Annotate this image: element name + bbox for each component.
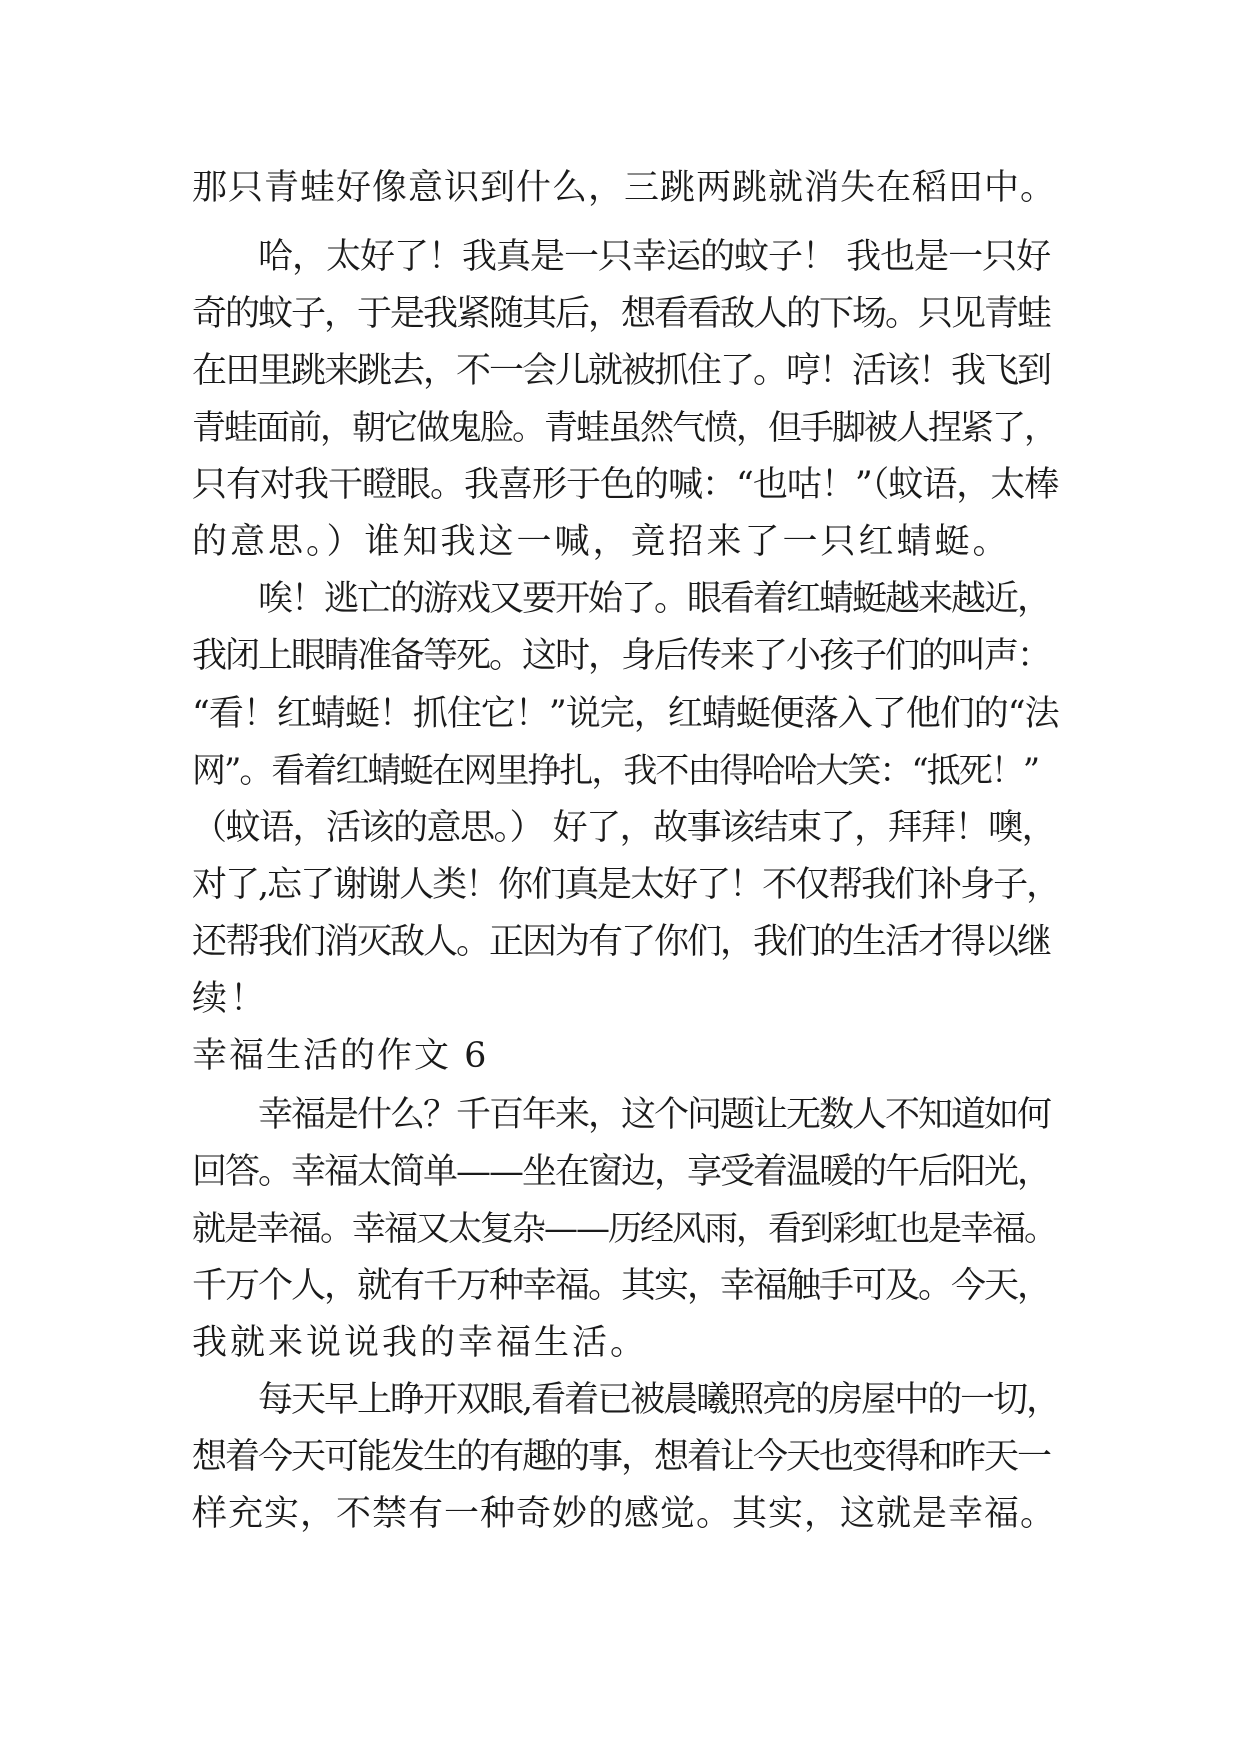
text-line: 我闭上眼睛准备等死。这时，身后传来了小孩子们的叫声： [192,636,1051,676]
text-line: 青蛙面前，朝它做鬼脸。青蛙虽然气愤，但手脚被人捏紧了， [192,408,1056,448]
text-line: 对了,忘了谢谢人类！你们真是太好了！不仅帮我们补身子， [192,865,1060,905]
section-heading: 幸福生活的作文 6 [192,1036,489,1076]
paragraph-start-line: 唉！逃亡的游戏又要开始了。眼看着红蜻蜓越来越近， [258,579,1051,619]
text-line: 续！ [192,979,269,1019]
text-line: 样充实，不禁有一种奇妙的感觉。其实，这就是幸福。 [192,1494,1057,1534]
paragraph-start-line: 哈，太好了！我真是一只幸运的蚊子！ 我也是一只好 [258,237,1051,277]
text-line: 就是幸福。幸福又太复杂——历经风雨，看到彩虹也是幸福。 [192,1209,1056,1249]
text-line: 千万个人，就有千万种幸福。其实，幸福触手可及。今天， [192,1266,1051,1306]
text-line: 那只青蛙好像意识到什么，三跳两跳就消失在稻田中。 [192,168,1057,208]
paragraph-start-line: 幸福是什么？千百年来，这个问题让无数人不知道如何 [258,1095,1051,1135]
text-line: 还帮我们消灭敌人。正因为有了你们，我们的生活才得以继 [192,922,1051,962]
text-line: 奇的蚊子，于是我紧随其后，想看看敌人的下场。只见青蛙 [192,294,1051,334]
text-line: 只有对我干瞪眼。我喜形于色的喊：“也咕！”（蚊语，太棒 [192,465,1059,505]
text-line: 在田里跳来跳去，不一会儿就被抓住了。哼！活该！我飞到 [192,351,1051,391]
text-line: 想着今天可能发生的有趣的事，想着让今天也变得和昨天一 [192,1437,1051,1477]
text-line: 的意思。）谁知我这一喊，竟招来了一只红蜻蜓。 [192,522,1011,562]
text-line: （蚊语，活该的意思。） 好了，故事该结束了，拜拜！噢， [192,808,1056,848]
text-line: 网”。看着红蜻蜓在网里挣扎，我不由得哈哈大笑：“抵死！” [192,751,1039,791]
text-line: “看！红蜻蜓！抓住它！”说完，红蜻蜓便落入了他们的“法 [192,694,1059,734]
text-line: 我就来说说我的幸福生活。 [192,1323,649,1363]
text-line: 回答。幸福太简单——坐在窗边，享受着温暖的午后阳光， [192,1152,1051,1192]
paragraph-start-line: 每天早上睁开双眼,看着已被晨曦照亮的房屋中的一切， [258,1380,1060,1420]
